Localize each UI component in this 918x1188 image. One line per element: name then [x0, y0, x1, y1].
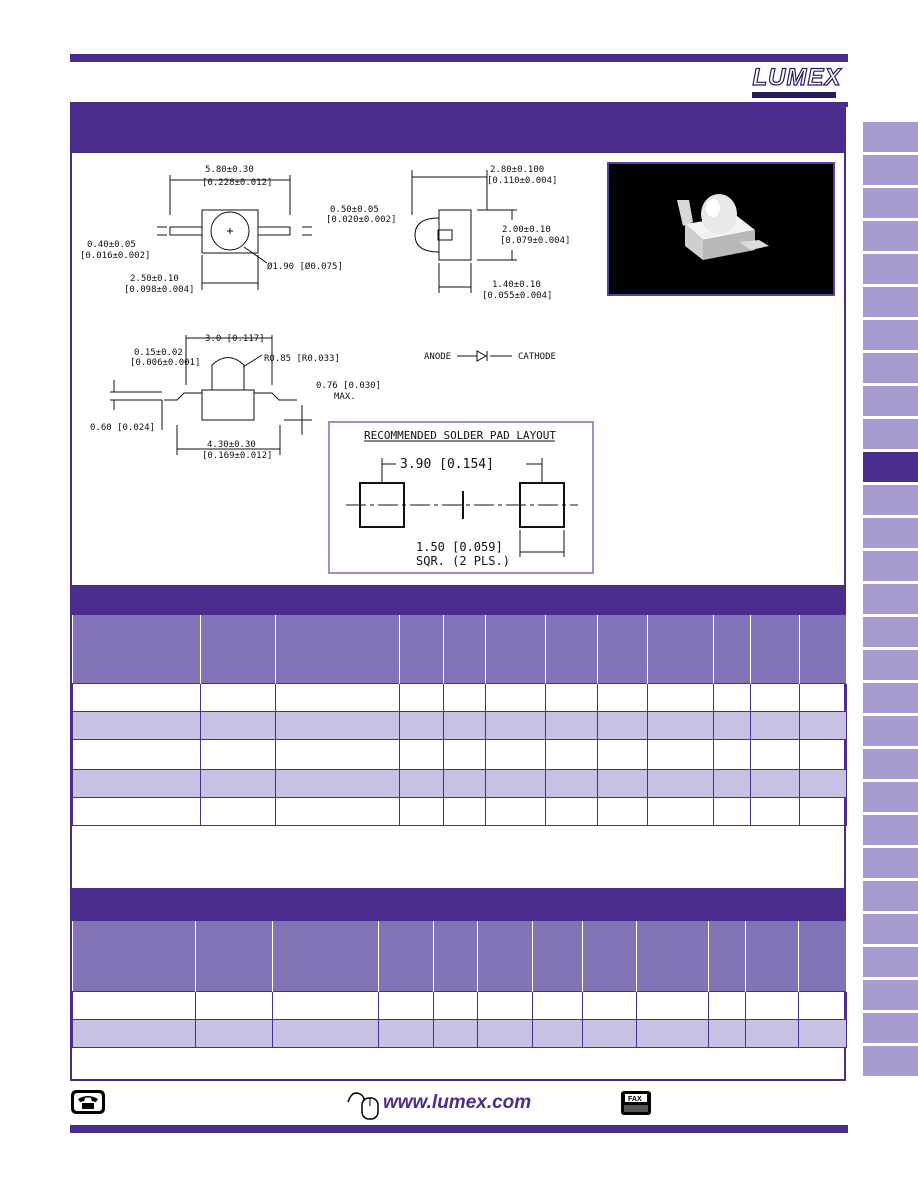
- side-tab[interactable]: [863, 485, 918, 515]
- dim-standoff-note: MAX.: [334, 392, 356, 402]
- table-row: [73, 739, 847, 769]
- front-lead-right: [258, 227, 290, 235]
- mouse-icon[interactable]: [346, 1088, 380, 1120]
- side-tab[interactable]: [863, 1046, 918, 1076]
- dim-base: 1.40±0.10: [492, 280, 541, 290]
- anode-label: ANODE: [424, 352, 452, 362]
- side-tab[interactable]: [863, 155, 918, 185]
- side-tab[interactable]: [863, 749, 918, 779]
- dim-width: 5.80±0.30: [205, 165, 254, 175]
- header-cell: [379, 921, 434, 991]
- header-cell: [533, 921, 583, 991]
- header-cell: [546, 615, 598, 683]
- dim-top: 3.0 [0.117]: [205, 334, 265, 344]
- side-tab[interactable]: [863, 914, 918, 944]
- solder-pad-drawing: [330, 423, 592, 572]
- side-tab[interactable]: [863, 716, 918, 746]
- spec-table-2: [72, 921, 847, 1048]
- header-cell: [714, 615, 751, 683]
- profile-lead-right: [254, 393, 297, 400]
- header-cell: [196, 921, 273, 991]
- section-header-table1: [72, 585, 846, 615]
- dim-lead-t: 0.15±0.02: [134, 348, 183, 358]
- solder-pitch: 3.90 [0.154]: [400, 457, 494, 472]
- header-cell: [637, 921, 709, 991]
- section-header-dimensions: [72, 109, 846, 153]
- dim-span-in: [0.169±0.012]: [202, 451, 273, 461]
- header-cell: [800, 615, 847, 683]
- dim-base-in: [0.055±0.004]: [482, 291, 553, 301]
- profile-lead-left: [164, 393, 202, 400]
- solder-title: RECOMMENDED SOLDER PAD LAYOUT: [364, 429, 557, 442]
- dim-height: 2.00±0.10: [502, 225, 551, 235]
- side-tab[interactable]: [863, 221, 918, 251]
- header-cell: [73, 921, 196, 991]
- dim-standoff: 0.76 [0.030]: [316, 381, 382, 391]
- side-tab[interactable]: [863, 848, 918, 878]
- cathode-label: CATHODE: [518, 352, 556, 362]
- header-cell: [434, 921, 478, 991]
- solder-pad-size: 1.50 [0.059]: [416, 540, 503, 554]
- profile-body: [202, 390, 254, 420]
- profile-dome: [212, 358, 244, 391]
- dim-depth: 2.80±0.100: [490, 165, 545, 175]
- dim-lead-width-in: [0.020±0.002]: [326, 215, 397, 225]
- table-row: [73, 991, 847, 1019]
- dim-lead-thk: 0.40±0.05: [87, 240, 136, 250]
- website-link[interactable]: www.lumex.com: [383, 1092, 532, 1113]
- side-tab[interactable]: [863, 419, 918, 449]
- header-cell: [486, 615, 546, 683]
- dim-dome: Ø1.90 [Ø0.075]: [267, 262, 343, 272]
- dim-foot: 0.60 [0.024]: [90, 423, 156, 433]
- table-row: [73, 769, 847, 797]
- product-photo: [607, 162, 835, 296]
- dim-lead-t-in: [0.006±0.001]: [130, 358, 201, 368]
- header-cell: [73, 615, 201, 683]
- dim-lead-width: 0.50±0.05: [330, 205, 379, 215]
- dim-width-in: [0.228±0.012]: [202, 178, 273, 188]
- side-tab[interactable]: [863, 518, 918, 548]
- fax-icon[interactable]: [620, 1090, 652, 1116]
- side-tab[interactable]: [863, 551, 918, 581]
- header-cell: [276, 615, 400, 683]
- table-row: [73, 797, 847, 825]
- dim-lead-thk-in: [0.016±0.002]: [80, 251, 151, 261]
- spec-table-1: [72, 615, 847, 826]
- dim-body-in: [0.098±0.004]: [124, 285, 195, 295]
- header-cell: [478, 921, 533, 991]
- side-tab[interactable]: [863, 353, 918, 383]
- solder-pad-note: SQR. (2 PLS.): [416, 554, 510, 568]
- side-tab[interactable]: [863, 881, 918, 911]
- side-tab[interactable]: [863, 320, 918, 350]
- side-tab[interactable]: [863, 287, 918, 317]
- dim-span: 4.30±0.30: [207, 440, 256, 450]
- side-tab[interactable]: [863, 1013, 918, 1043]
- side-tab[interactable]: [863, 386, 918, 416]
- section-header-table2: [72, 888, 846, 921]
- header-cell: [751, 615, 800, 683]
- header-cell: [273, 921, 379, 991]
- header-cell: [648, 615, 714, 683]
- side-tab[interactable]: [863, 650, 918, 680]
- header-cell: [400, 615, 444, 683]
- side-tab[interactable]: [863, 683, 918, 713]
- side-dome: [415, 218, 439, 252]
- header-cell: [583, 921, 637, 991]
- side-tab[interactable]: [863, 782, 918, 812]
- side-tab[interactable]: [863, 188, 918, 218]
- table-row: [73, 683, 847, 711]
- header-cell: [201, 615, 276, 683]
- side-tab[interactable]: [863, 122, 918, 152]
- header-cell: [598, 615, 648, 683]
- header-cell: [444, 615, 486, 683]
- dim-radius: R0.85 [R0.033]: [264, 354, 340, 364]
- header-cell: [746, 921, 799, 991]
- side-tab[interactable]: [863, 815, 918, 845]
- led-image: [609, 164, 833, 294]
- top-rule: [70, 54, 848, 62]
- table-row: [73, 711, 847, 739]
- dim-height-in: [0.079±0.004]: [500, 236, 571, 246]
- header-cell: [799, 921, 847, 991]
- side-tab[interactable]: [863, 584, 918, 614]
- table-row: [73, 1019, 847, 1047]
- side-tab[interactable]: [863, 254, 918, 284]
- svg-text:FAX: FAX: [628, 1096, 642, 1103]
- side-tab[interactable]: [863, 980, 918, 1010]
- header-cell: [709, 921, 746, 991]
- logo-text: LUMEX: [752, 64, 842, 91]
- side-tab-active[interactable]: [863, 452, 918, 482]
- front-lead-left: [170, 227, 202, 235]
- solder-pad-layout: [328, 421, 594, 574]
- side-tab[interactable]: [863, 947, 918, 977]
- table1-header-row: [73, 615, 847, 683]
- dim-depth-in: [0.110±0.004]: [487, 176, 558, 186]
- lumex-logo: [748, 64, 846, 102]
- dim-body: 2.50±0.10: [130, 274, 179, 284]
- bottom-rule: [70, 1125, 848, 1133]
- side-body: [439, 210, 471, 260]
- side-tab[interactable]: [863, 617, 918, 647]
- phone-icon[interactable]: [70, 1089, 106, 1115]
- table2-header-row: [73, 921, 847, 991]
